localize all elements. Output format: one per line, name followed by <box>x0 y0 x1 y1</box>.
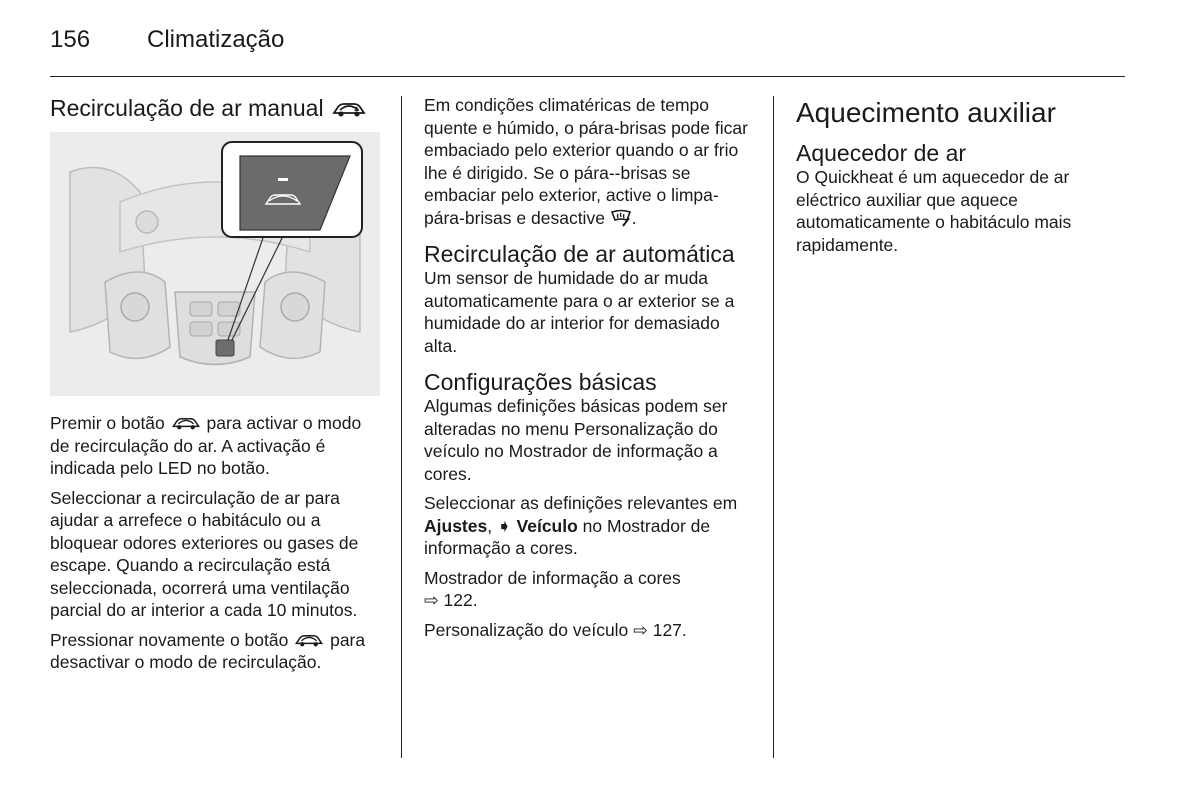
column-3 <box>796 94 1126 263</box>
page-number: 156 <box>50 26 91 53</box>
paragraph-activate: Premir o botão para activar o modo de recirculação do ar. A activação é indicada pelo LED no botão. <box>50 413 362 478</box>
section-heading-auxiliary-heating: Aquecimento auxiliar <box>796 97 1056 128</box>
paragraph-basic-settings-1: Algumas definições básicas podem ser alteradas no menu Personalização do veículo no Mostrador de informação a cores. <box>424 396 728 484</box>
paragraph-deactivate: Pressionar novamente o botão para desactivar o modo de recirculação. <box>50 629 366 672</box>
windshield-defrost-icon <box>610 209 632 227</box>
climate-control-panel-illustration <box>50 132 380 396</box>
page-reference-arrow-icon: ⇨ <box>633 619 648 640</box>
paragraph-basic-settings-2: Seleccionar as definições relevantes em Ajustes, ➧ Veículo no Mostrador de informação a cores. <box>424 493 738 558</box>
recirculation-icon <box>170 414 202 432</box>
subheading-air-heater: Aquecedor de ar <box>796 140 967 166</box>
column-2 <box>424 94 754 648</box>
page-reference-arrow-icon: ⇨ <box>424 590 439 610</box>
chapter-title: Climatização <box>147 26 285 53</box>
header-rule <box>50 76 1125 77</box>
menu-item-veiculo: Veículo <box>516 515 578 536</box>
reference-vehicle-personalization[interactable]: Personalização do veículo ⇨ 127. <box>424 619 687 640</box>
section-heading-auto-recirculation: Recirculação de ar automática <box>424 241 735 267</box>
section-heading-basic-settings: Configurações básicas <box>424 369 657 395</box>
paragraph-usage: Seleccionar a recirculação de ar para ajudar a arrefece o habitáculo ou a bloquear odores exteriores ou gases de escape. Quando a recirculação está seleccionada, ocorrerá uma ventilação parcial do ar interior a cada 10 minutos. <box>50 487 359 620</box>
paragraph-auto-recirculation: Um sensor de humidade do ar muda automaticamente para o ar exterior se a humidade do ar interior for demasiado alta. <box>424 268 735 356</box>
menu-arrow-icon: ➧ <box>496 515 512 536</box>
column-1 <box>50 94 382 681</box>
paragraph-quickheat: O Quickheat é um aquecedor de ar eléctrico auxiliar que aquece automaticamente o habitáculo mais rapidamente. <box>796 167 1072 255</box>
recirculation-icon <box>293 631 325 649</box>
paragraph-humid-weather: Em condições climatéricas de tempo quente e húmido, o pára-brisas pode ficar embaciado pelo exterior quando o ar frio lhe é dirigido. Se o pára--brisas se embaciar pelo exterior, active o limpa-pára-brisas e desactive . <box>424 95 748 228</box>
section-heading-manual-recirculation: Recirculação de ar manual <box>50 94 382 122</box>
column-divider-2 <box>773 96 774 758</box>
column-divider-1 <box>401 96 402 758</box>
menu-item-ajustes: Ajustes <box>424 515 488 536</box>
reference-color-display[interactable]: Mostrador de informação a cores ⇨ 122. <box>424 567 681 610</box>
recirculation-icon <box>330 99 368 119</box>
